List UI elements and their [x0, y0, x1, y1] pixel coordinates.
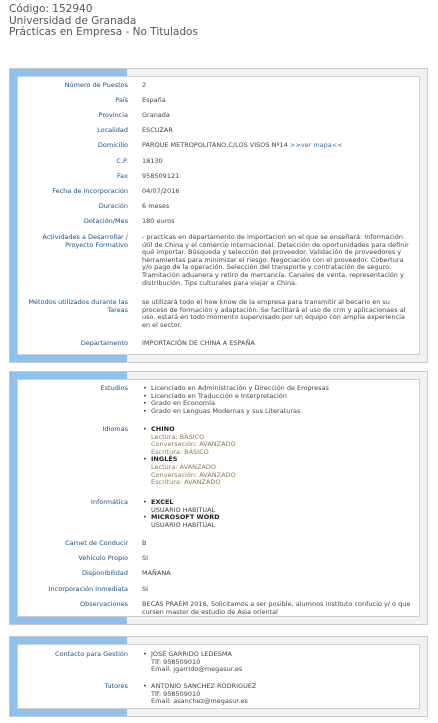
label-carnet: Carnet de Conducir: [65, 539, 128, 547]
language-writing: Escritura: AVANZADO: [151, 478, 221, 487]
language-name: • INGLÉS: [151, 455, 178, 464]
list-item: • Licenciado en Traducción e Interpretación: [142, 393, 413, 401]
value-provincia: Granada: [142, 111, 170, 119]
label-inmediata: Incorporación Inmediata: [48, 585, 128, 593]
list-item: • Grado en Lenguas Modernas y sus Literaturas: [142, 408, 413, 416]
software-item: [142, 514, 413, 529]
contact-email[interactable]: Email: jgarrido@megasur.es: [151, 665, 243, 674]
language-item: [142, 426, 413, 456]
language-reading: Lectura: AVANZADO: [151, 462, 217, 471]
label-contacto-gestion: Contacto para Gestión: [54, 650, 128, 658]
label-fax: Fax: [117, 172, 128, 180]
contact-name: • JOSÉ GARRIDO LEDESMA: [151, 650, 232, 658]
candidate-profile-card: [9, 371, 428, 625]
list-item: • Grado en Economía: [142, 400, 413, 408]
language-conversation: Conversación: AVANZADO: [151, 440, 236, 449]
value-departamento: IMPORTACIÓN DE CHINA A ESPAÑA: [142, 339, 255, 347]
value-carnet: B: [142, 539, 147, 547]
label-cp: C.P.: [116, 157, 128, 165]
label-idiomas: Idiomas: [102, 425, 128, 433]
software-level: USUARIO HABITUAL: [151, 520, 216, 529]
page-header: [0, 0, 438, 39]
list-item: • Licenciado en Administración y Dirección de Empresas: [142, 385, 413, 393]
label-observaciones: Observaciones: [80, 600, 128, 608]
contact-name: • ANTONIO SANCHEZ RODRIGUEZ: [151, 682, 257, 690]
language-item: [142, 456, 413, 486]
language-writing: Escritura: BÁSICO: [151, 447, 209, 456]
value-vehiculo: SI: [142, 554, 149, 562]
language-conversation: Conversación: AVANZADO: [151, 470, 236, 479]
value-numero-puestos: 2: [142, 81, 147, 89]
value-observaciones: BECAS PRAEM 2016, Solicitamos a ser posible, alumnos instituto confucio y/ o que cursen master de estudio de Asia oriental: [142, 600, 411, 616]
value-localidad: ESCUZAR: [142, 126, 173, 134]
map-link[interactable]: >>ver mapa<<: [289, 141, 343, 149]
value-duracion: 6 meses: [142, 202, 170, 210]
label-actividades: Actividades a Desarrollar / Proyecto Formativo: [42, 233, 128, 249]
software-name: • MICROSOFT WORD: [151, 513, 220, 522]
contacto-gestion-list: [142, 651, 413, 674]
label-departamento: Departamento: [80, 339, 128, 347]
contact-email[interactable]: Email: asanchez@megasur.es: [151, 697, 248, 706]
university-name: Universidad de Granada: [9, 14, 137, 27]
language-reading: Lectura: BÁSICO: [151, 432, 205, 441]
offer-type: Prácticas en Empresa - No Titulados: [9, 26, 198, 38]
label-provincia: Provincia: [98, 111, 128, 119]
value-domicilio: PARQUE METROPOLITANO,C/LOS VISOS Nº14: [142, 141, 288, 149]
label-tutores: Tutores: [104, 682, 128, 690]
label-duracion: Duración: [98, 202, 128, 210]
value-inmediata: SI: [142, 585, 149, 593]
value-fecha: 04/07/2016: [142, 187, 180, 195]
label-vehiculo: Vehículo Propio: [78, 554, 128, 562]
label-estudios: Estudios: [100, 384, 128, 392]
value-disponibilidad: MAÑANA: [142, 569, 171, 577]
contact-item: [142, 683, 413, 706]
offer-code: Código: 152940: [9, 3, 93, 15]
software-item: [142, 499, 413, 514]
label-numero-puestos: Número de Puestos: [64, 81, 128, 89]
label-fecha: Fecha de Incorporación: [52, 187, 128, 195]
value-metodos: se utilizará todo el how know de la empresa para transmitir al becario en su proceso de formación y adaptación. Se facilitará el uso de crm y aplicacionaes al uso. estará en todo momento supervisado por un equipo con amplia experiencia en el sector.: [142, 298, 406, 329]
label-domicilio: Domicilio: [97, 141, 128, 149]
value-cp: 18130: [142, 157, 163, 165]
value-pais: España: [142, 96, 166, 104]
value-dotacion: 180 euros: [142, 217, 175, 225]
label-metodos: Métodos utilizados durante las Tareas: [28, 298, 128, 314]
tutores-list: [142, 683, 413, 706]
contact-phone: Tlf: 958509010: [151, 657, 201, 666]
label-pais: País: [115, 96, 128, 104]
offer-details-card: [9, 68, 428, 363]
contacts-card: [9, 636, 428, 717]
value-actividades: - practicas en departamento de importacion en el que se enseñará: Información útil de China y el comercio internacional. Detección de oportunidades para definir qué importar. Búsqueda y selección del proveedor. Validación de proveedores y herramientas para minimizar el riesgo. Negociación con el proveedor. Cobertura y/o pago de la operación. Selección del transporte y contratación de seguro. Tramitación aduanera y retiro de mercancía. Canales de venta, representación y distribución. Tips culturales para viajar a China.: [142, 233, 409, 287]
contact-phone: Tlf: 958509010: [151, 689, 201, 698]
informatica-list: [142, 499, 413, 529]
label-disponibilidad: Disponibilidad: [81, 569, 128, 577]
label-localidad: Localidad: [97, 126, 128, 134]
idiomas-list: [142, 426, 413, 487]
software-name: • EXCEL: [151, 498, 174, 506]
label-dotacion: Dotación/Mes: [83, 217, 128, 225]
language-name: • CHINO: [151, 425, 175, 433]
value-fax: 958509121: [142, 172, 180, 180]
estudios-list: [142, 385, 413, 415]
software-level: USUARIO HABITUAL: [151, 505, 216, 514]
label-informatica: Informática: [90, 498, 128, 506]
contact-item: [142, 651, 413, 674]
